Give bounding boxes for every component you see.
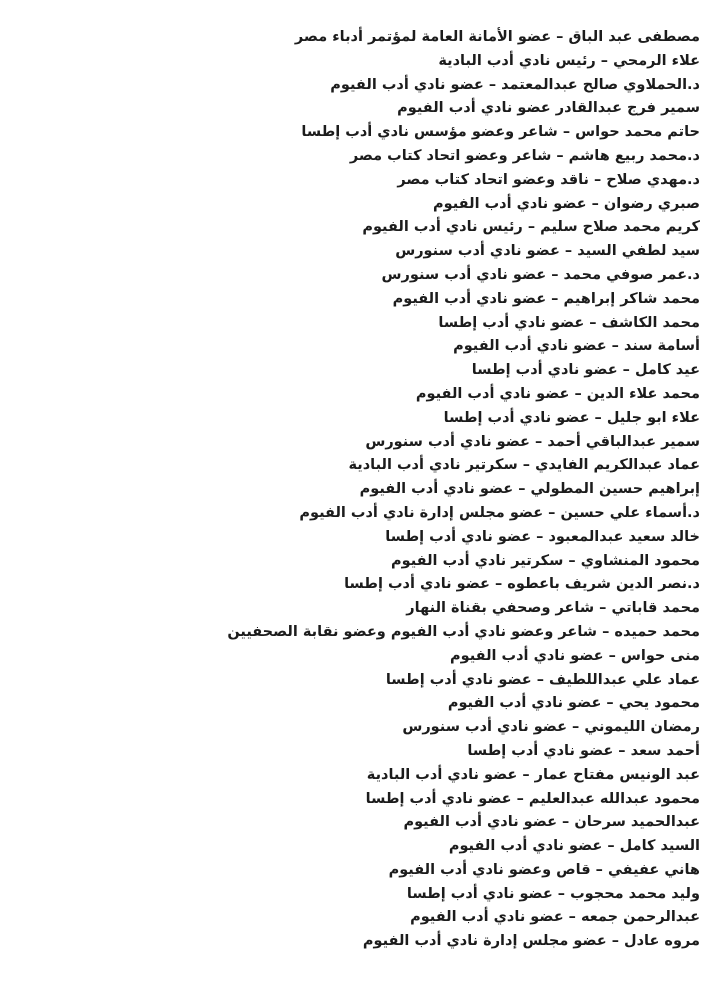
- list-item: عيد كامل – عضو نادي أدب إطسا: [471, 362, 700, 379]
- list-item: عبدالرحمن جمعه – عضو نادي أدب الفيوم: [410, 909, 700, 926]
- list-item: السيد كامل – عضو نادي أدب الفيوم: [448, 838, 700, 855]
- list-item: محمد علاء الدين – عضو نادي أدب الفيوم: [415, 385, 700, 402]
- list-item: محمد قاباتي – شاعر وصحفي بقناة النهار: [406, 600, 700, 617]
- list-item: أسامة سند – عضو نادي أدب الفيوم: [453, 338, 700, 355]
- list-item: حاتم محمد حواس – شاعر وعضو مؤسس نادي أدب إطسا: [301, 124, 700, 141]
- members-list: [20, 26, 700, 954]
- list-item: محمد شاكر إبراهيم – عضو نادي أدب الفيوم: [392, 290, 700, 307]
- list-item: علاء ابو جليل – عضو نادي أدب إطسا: [443, 409, 700, 426]
- list-item: د.مهدي صلاح – ناقد وعضو اتحاد كتاب مصر: [397, 171, 700, 188]
- list-item: عبد الونيس مفتاح عمار – عضو نادي أدب البادية: [366, 766, 700, 783]
- list-item: مروه عادل – عضو مجلس إدارة نادي أدب الفيوم: [362, 933, 700, 950]
- list-item: د.محمد ربيع هاشم – شاعر وعضو اتحاد كتاب مصر: [349, 147, 700, 164]
- list-item: عماد عبدالكريم الفايدي – سكرتير نادي أدب البادية: [348, 457, 700, 474]
- list-item: علاء الرمحي – رئيس نادي أدب البادية: [438, 52, 700, 69]
- list-item: محمود المنشاوي – سكرتير نادي أدب الفيوم: [391, 552, 700, 569]
- list-item: كريم محمد صلاح سليم – رئيس نادي أدب الفيوم: [362, 219, 700, 236]
- list-item: خالد سعيد عبدالمعبود – عضو نادي أدب إطسا: [385, 528, 700, 545]
- list-item: محمد حميده – شاعر وعضو نادي أدب الفيوم وعضو نقابة الصحفيين: [227, 623, 700, 640]
- list-item: رمضان الليموني – عضو نادي أدب سنورس: [402, 719, 700, 736]
- list-item: د.نصر الدين شريف باعطوه – عضو نادي أدب إطسا: [344, 576, 700, 593]
- list-item: صبري رضوان – عضو نادي أدب الفيوم: [433, 195, 700, 212]
- list-item: محمد الكاشف – عضو نادي أدب إطسا: [438, 314, 700, 331]
- list-item: إبراهيم حسين المطولي – عضو نادي أدب الفيوم: [359, 481, 700, 498]
- list-item: عماد علي عبداللطيف – عضو نادي أدب إطسا: [385, 671, 700, 688]
- list-item: د.عمر صوفي محمد – عضو نادي أدب سنورس: [381, 266, 700, 283]
- list-item: سمير فرج عبدالقادر عضو نادي أدب الفيوم: [397, 100, 700, 117]
- list-item: سيد لطفي السيد – عضو نادي أدب سنورس: [395, 243, 700, 260]
- list-item: مصطفى عبد الباق – عضو الأمانة العامة لمؤتمر أدباء مصر: [294, 29, 700, 45]
- list-item: منى حواس – عضو نادي أدب الفيوم: [450, 647, 700, 664]
- list-item: محمود يحي – عضو نادي أدب الفيوم: [447, 695, 700, 712]
- list-item: عبدالحميد سرحان – عضو نادي أدب الفيوم: [403, 814, 700, 831]
- list-item: د.أسماء علي حسين – عضو مجلس إدارة نادي أدب الفيوم: [299, 504, 700, 521]
- list-item: وليد محمد محجوب – عضو نادي أدب إطسا: [406, 885, 700, 902]
- list-item: د.الحملاوي صالح عبدالمعتمد – عضو نادي أدب الفيوم: [330, 76, 700, 93]
- list-item: محمود عبدالله عبدالعليم – عضو نادي أدب إطسا: [365, 790, 700, 807]
- list-item: هاني عفيفي – قاص وعضو نادي أدب الفيوم: [388, 861, 700, 878]
- list-item: سمير عبدالباقي أحمد – عضو نادي أدب سنورس: [365, 433, 700, 450]
- list-item: أحمد سعد – عضو نادي أدب إطسا: [467, 742, 700, 759]
